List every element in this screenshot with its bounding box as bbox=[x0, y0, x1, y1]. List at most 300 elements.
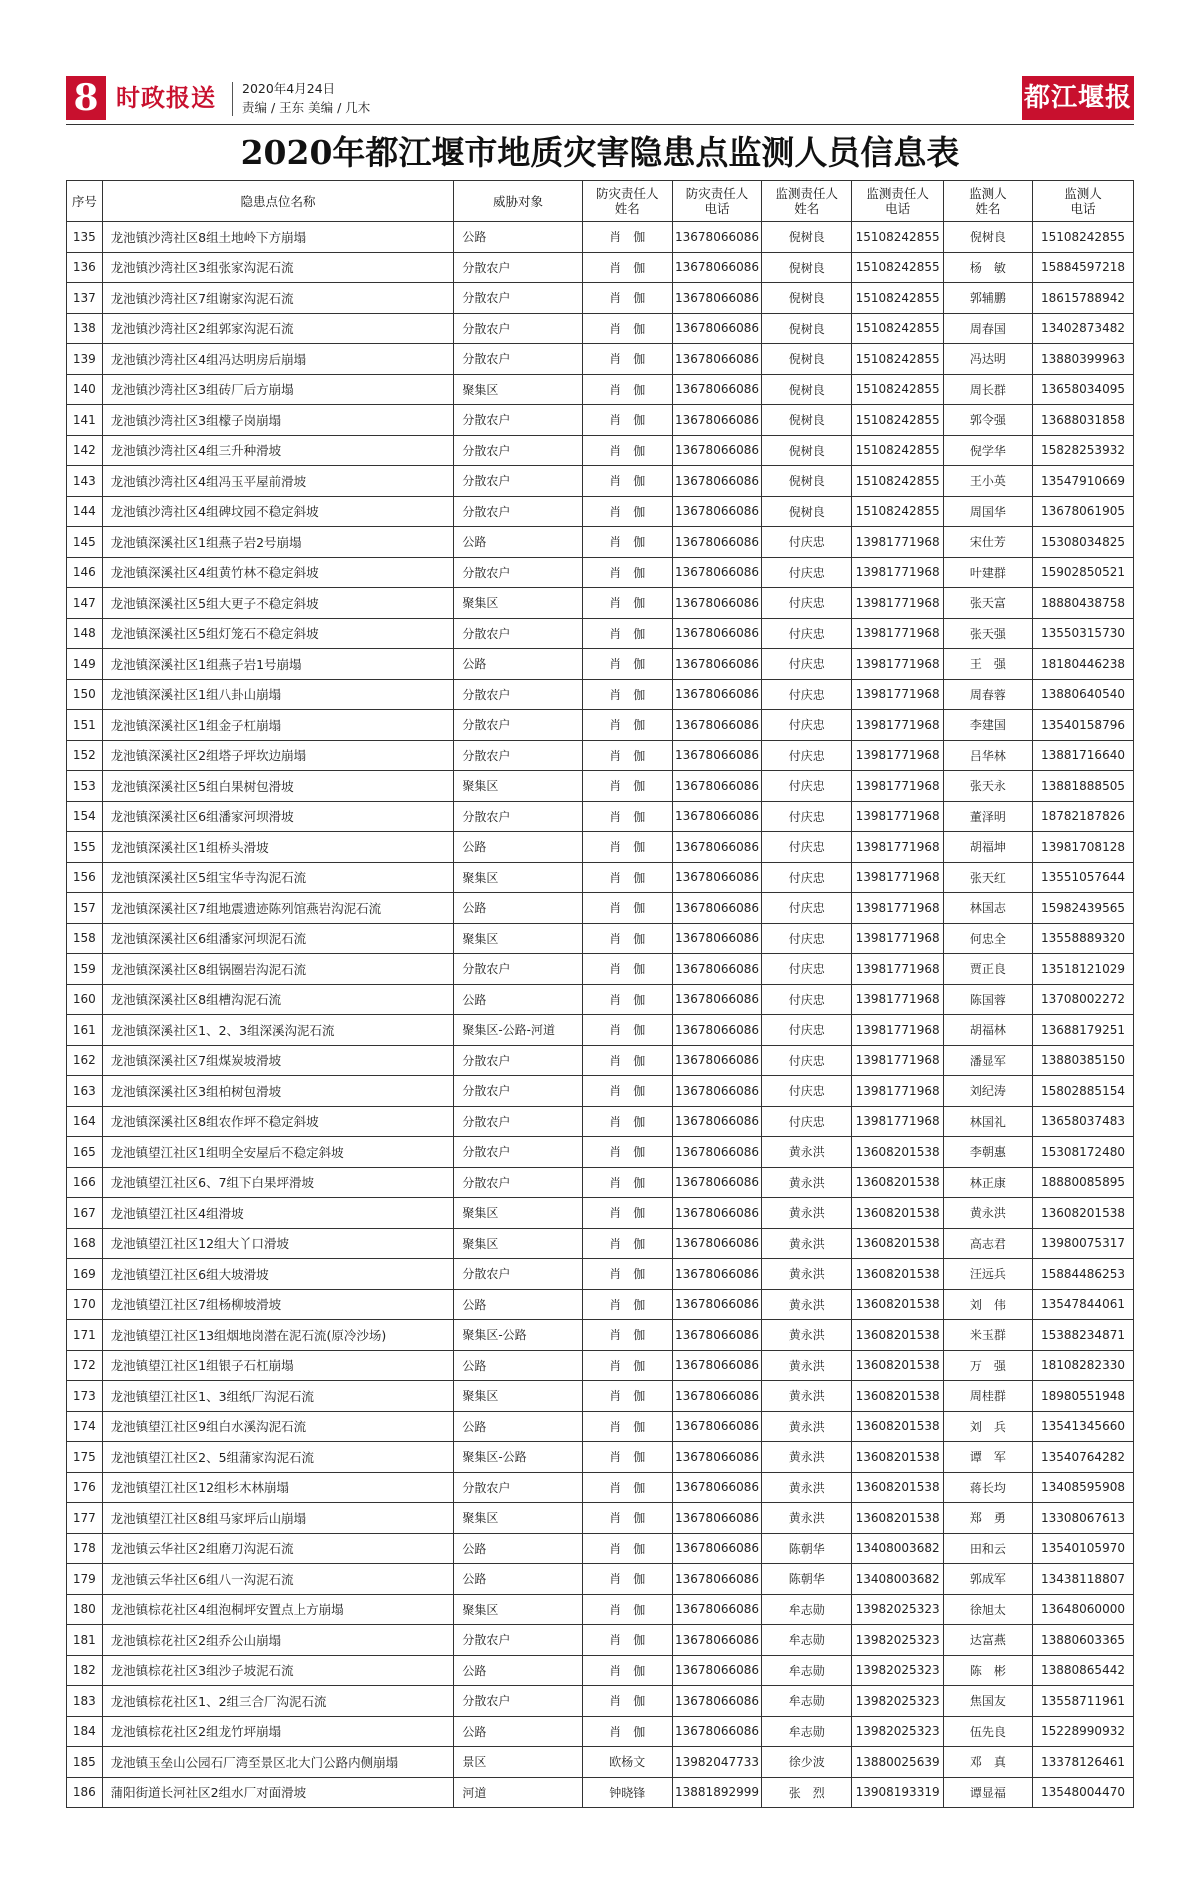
cell-location: 龙池镇望江社区6、7组下白果坪滑坡 bbox=[102, 1167, 454, 1198]
cell-prevention-phone: 13678066086 bbox=[672, 862, 761, 893]
cell-supervisor-phone: 13981771968 bbox=[852, 1015, 943, 1046]
cell-prevention-phone: 13678066086 bbox=[672, 771, 761, 802]
cell-monitor-phone: 13547844061 bbox=[1032, 1289, 1133, 1320]
table-row bbox=[67, 1076, 1134, 1107]
cell-prevention-phone: 13678066086 bbox=[672, 466, 761, 497]
cell-supervisor-name: 倪树良 bbox=[762, 283, 852, 314]
cell-supervisor-name: 付庆忠 bbox=[762, 1106, 852, 1137]
cell-prevention-phone: 13678066086 bbox=[672, 1289, 761, 1320]
cell-prevention-phone: 13678066086 bbox=[672, 1503, 761, 1534]
cell-location: 龙池镇深溪社区8组锅圈岩沟泥石流 bbox=[102, 954, 454, 985]
cell-threat: 分散农户 bbox=[454, 1167, 582, 1198]
cell-prevention-phone: 13678066086 bbox=[672, 374, 761, 405]
cell-supervisor-name: 倪树良 bbox=[762, 374, 852, 405]
cell-monitor-name: 汪远兵 bbox=[943, 1259, 1032, 1290]
table-row bbox=[67, 1564, 1134, 1595]
cell-threat: 公路 bbox=[454, 1533, 582, 1564]
cell-supervisor-name: 黄永洪 bbox=[762, 1350, 852, 1381]
cell-location: 龙池镇望江社区1、3组纸厂沟泥石流 bbox=[102, 1381, 454, 1412]
cell-prevention-name: 肖 伽 bbox=[582, 435, 672, 466]
cell-location: 龙池镇沙湾社区3组檬子岗崩塌 bbox=[102, 405, 454, 436]
cell-supervisor-name: 黄永洪 bbox=[762, 1137, 852, 1168]
cell-index: 161 bbox=[67, 1015, 103, 1046]
cell-threat: 分散农户 bbox=[454, 740, 582, 771]
cell-supervisor-name: 付庆忠 bbox=[762, 740, 852, 771]
cell-supervisor-phone: 13982025323 bbox=[852, 1655, 943, 1686]
table-row bbox=[67, 588, 1134, 619]
cell-threat: 公路 bbox=[454, 893, 582, 924]
cell-index: 147 bbox=[67, 588, 103, 619]
cell-prevention-phone: 13678066086 bbox=[672, 1259, 761, 1290]
cell-monitor-phone: 13540764282 bbox=[1032, 1442, 1133, 1473]
cell-threat: 分散农户 bbox=[454, 618, 582, 649]
cell-location: 龙池镇望江社区4组滑坡 bbox=[102, 1198, 454, 1229]
table-row bbox=[67, 801, 1134, 832]
table-row bbox=[67, 618, 1134, 649]
table-row bbox=[67, 1655, 1134, 1686]
cell-prevention-phone: 13678066086 bbox=[672, 1350, 761, 1381]
table-row bbox=[67, 1045, 1134, 1076]
cell-supervisor-phone: 13981771968 bbox=[852, 588, 943, 619]
cell-index: 148 bbox=[67, 618, 103, 649]
table-row bbox=[67, 1198, 1134, 1229]
cell-monitor-phone: 15982439565 bbox=[1032, 893, 1133, 924]
cell-supervisor-name: 付庆忠 bbox=[762, 771, 852, 802]
cell-supervisor-name: 付庆忠 bbox=[762, 832, 852, 863]
cell-monitor-name: 周长群 bbox=[943, 374, 1032, 405]
cell-supervisor-name: 黄永洪 bbox=[762, 1228, 852, 1259]
cell-supervisor-phone: 13981771968 bbox=[852, 1045, 943, 1076]
cell-index: 158 bbox=[67, 923, 103, 954]
cell-location: 龙池镇深溪社区5组宝华寺沟泥石流 bbox=[102, 862, 454, 893]
cell-monitor-phone: 13548004470 bbox=[1032, 1777, 1133, 1808]
cell-index: 137 bbox=[67, 283, 103, 314]
cell-monitor-name: 黄永洪 bbox=[943, 1198, 1032, 1229]
cell-monitor-name: 贾正良 bbox=[943, 954, 1032, 985]
cell-supervisor-name: 付庆忠 bbox=[762, 557, 852, 588]
cell-monitor-name: 邓 真 bbox=[943, 1747, 1032, 1778]
cell-monitor-phone: 15228990932 bbox=[1032, 1716, 1133, 1747]
cell-index: 171 bbox=[67, 1320, 103, 1351]
cell-location: 龙池镇深溪社区2组塔子坪坎边崩塌 bbox=[102, 740, 454, 771]
table-row bbox=[67, 1411, 1134, 1442]
cell-threat: 景区 bbox=[454, 1747, 582, 1778]
cell-threat: 聚集区 bbox=[454, 923, 582, 954]
cell-monitor-phone: 13408595908 bbox=[1032, 1472, 1133, 1503]
cell-prevention-name: 肖 伽 bbox=[582, 1411, 672, 1442]
cell-monitor-name: 周桂群 bbox=[943, 1381, 1032, 1412]
table-row bbox=[67, 466, 1134, 497]
cell-monitor-name: 王小英 bbox=[943, 466, 1032, 497]
cell-location: 龙池镇深溪社区3组柏树包滑坡 bbox=[102, 1076, 454, 1107]
cell-supervisor-phone: 13981771968 bbox=[852, 1106, 943, 1137]
cell-monitor-name: 张天富 bbox=[943, 588, 1032, 619]
cell-monitor-name: 王 强 bbox=[943, 649, 1032, 680]
cell-prevention-phone: 13678066086 bbox=[672, 252, 761, 283]
cell-supervisor-phone: 15108242855 bbox=[852, 252, 943, 283]
cell-monitor-name: 胡福林 bbox=[943, 1015, 1032, 1046]
cell-prevention-phone: 13678066086 bbox=[672, 527, 761, 558]
cell-monitor-name: 谭显福 bbox=[943, 1777, 1032, 1808]
cell-monitor-name: 郑 勇 bbox=[943, 1503, 1032, 1534]
table-row bbox=[67, 1533, 1134, 1564]
header-rule bbox=[66, 124, 1134, 125]
cell-monitor-name: 张天红 bbox=[943, 862, 1032, 893]
table-row bbox=[67, 252, 1134, 283]
column-header: 序号 bbox=[67, 181, 103, 222]
cell-monitor-name: 张天强 bbox=[943, 618, 1032, 649]
cell-location: 龙池镇深溪社区6组潘家河坝泥石流 bbox=[102, 923, 454, 954]
cell-location: 龙池镇深溪社区8组农作坪不稳定斜坡 bbox=[102, 1106, 454, 1137]
cell-threat: 分散农户 bbox=[454, 1106, 582, 1137]
cell-prevention-name: 肖 伽 bbox=[582, 313, 672, 344]
cell-prevention-phone: 13982047733 bbox=[672, 1747, 761, 1778]
cell-threat: 聚集区 bbox=[454, 862, 582, 893]
cell-supervisor-name: 付庆忠 bbox=[762, 1015, 852, 1046]
cell-monitor-name: 宋仕芳 bbox=[943, 527, 1032, 558]
cell-monitor-name: 刘纪涛 bbox=[943, 1076, 1032, 1107]
cell-monitor-phone: 18108282330 bbox=[1032, 1350, 1133, 1381]
cell-monitor-phone: 18782187826 bbox=[1032, 801, 1133, 832]
cell-supervisor-name: 黄永洪 bbox=[762, 1411, 852, 1442]
table-row bbox=[67, 893, 1134, 924]
cell-supervisor-name: 付庆忠 bbox=[762, 527, 852, 558]
editors: 责编 / 王东 美编 / 几木 bbox=[242, 100, 371, 115]
cell-supervisor-name: 牟志勋 bbox=[762, 1716, 852, 1747]
cell-prevention-name: 肖 伽 bbox=[582, 1106, 672, 1137]
cell-location: 龙池镇深溪社区7组煤炭坡滑坡 bbox=[102, 1045, 454, 1076]
cell-monitor-name: 潘显军 bbox=[943, 1045, 1032, 1076]
page-header bbox=[66, 76, 1134, 120]
cell-monitor-phone: 18180446238 bbox=[1032, 649, 1133, 680]
cell-prevention-name: 肖 伽 bbox=[582, 1076, 672, 1107]
cell-prevention-phone: 13678066086 bbox=[672, 283, 761, 314]
cell-monitor-phone: 15108242855 bbox=[1032, 222, 1133, 253]
cell-monitor-phone: 18880438758 bbox=[1032, 588, 1133, 619]
table-row bbox=[67, 984, 1134, 1015]
cell-prevention-phone: 13678066086 bbox=[672, 313, 761, 344]
cell-location: 龙池镇深溪社区7组地震遗迹陈列馆燕岩沟泥石流 bbox=[102, 893, 454, 924]
cell-supervisor-name: 黄永洪 bbox=[762, 1167, 852, 1198]
cell-monitor-phone: 13880603365 bbox=[1032, 1625, 1133, 1656]
table-row bbox=[67, 771, 1134, 802]
cell-prevention-phone: 13678066086 bbox=[672, 1411, 761, 1442]
cell-monitor-phone: 13708002272 bbox=[1032, 984, 1133, 1015]
cell-monitor-name: 林正康 bbox=[943, 1167, 1032, 1198]
cell-prevention-phone: 13678066086 bbox=[672, 984, 761, 1015]
cell-index: 177 bbox=[67, 1503, 103, 1534]
cell-prevention-name: 肖 伽 bbox=[582, 1015, 672, 1046]
column-header: 防灾责任人 姓名 bbox=[582, 181, 672, 222]
issue-meta bbox=[242, 79, 370, 117]
cell-prevention-name: 肖 伽 bbox=[582, 862, 672, 893]
cell-location: 龙池镇沙湾社区3组张家沟泥石流 bbox=[102, 252, 454, 283]
table-row bbox=[67, 740, 1134, 771]
cell-prevention-phone: 13678066086 bbox=[672, 435, 761, 466]
cell-prevention-name: 肖 伽 bbox=[582, 1350, 672, 1381]
cell-index: 160 bbox=[67, 984, 103, 1015]
cell-location: 龙池镇沙湾社区4组三升种滑坡 bbox=[102, 435, 454, 466]
cell-supervisor-phone: 13608201538 bbox=[852, 1411, 943, 1442]
cell-supervisor-phone: 13608201538 bbox=[852, 1381, 943, 1412]
cell-monitor-phone: 13880385150 bbox=[1032, 1045, 1133, 1076]
cell-prevention-name: 肖 伽 bbox=[582, 588, 672, 619]
page-number: 8 bbox=[66, 76, 106, 120]
cell-monitor-name: 田和云 bbox=[943, 1533, 1032, 1564]
cell-supervisor-name: 黄永洪 bbox=[762, 1259, 852, 1290]
cell-monitor-phone: 13658034095 bbox=[1032, 374, 1133, 405]
cell-threat: 公路 bbox=[454, 984, 582, 1015]
cell-supervisor-phone: 13608201538 bbox=[852, 1289, 943, 1320]
cell-location: 龙池镇云华社区6组八一沟泥石流 bbox=[102, 1564, 454, 1595]
cell-supervisor-name: 付庆忠 bbox=[762, 954, 852, 985]
cell-index: 169 bbox=[67, 1259, 103, 1290]
cell-prevention-phone: 13678066086 bbox=[672, 954, 761, 985]
table-row bbox=[67, 344, 1134, 375]
table-row bbox=[67, 405, 1134, 436]
cell-prevention-phone: 13678066086 bbox=[672, 1198, 761, 1229]
cell-monitor-name: 周春国 bbox=[943, 313, 1032, 344]
cell-supervisor-phone: 15108242855 bbox=[852, 344, 943, 375]
table-row bbox=[67, 557, 1134, 588]
cell-prevention-phone: 13678066086 bbox=[672, 649, 761, 680]
cell-prevention-name: 肖 伽 bbox=[582, 1259, 672, 1290]
table-header-row bbox=[67, 181, 1134, 222]
cell-monitor-phone: 15308034825 bbox=[1032, 527, 1133, 558]
cell-monitor-name: 米玉群 bbox=[943, 1320, 1032, 1351]
cell-monitor-phone: 13550315730 bbox=[1032, 618, 1133, 649]
cell-monitor-name: 郭辅鹏 bbox=[943, 283, 1032, 314]
cell-monitor-name: 叶建群 bbox=[943, 557, 1032, 588]
cell-threat: 分散农户 bbox=[454, 557, 582, 588]
cell-prevention-phone: 13678066086 bbox=[672, 1472, 761, 1503]
cell-threat: 分散农户 bbox=[454, 405, 582, 436]
cell-prevention-name: 肖 伽 bbox=[582, 496, 672, 527]
monitoring-table bbox=[66, 180, 1134, 1808]
table-row bbox=[67, 496, 1134, 527]
cell-prevention-name: 肖 伽 bbox=[582, 954, 672, 985]
cell-supervisor-name: 倪树良 bbox=[762, 222, 852, 253]
cell-prevention-phone: 13678066086 bbox=[672, 1594, 761, 1625]
cell-threat: 河道 bbox=[454, 1777, 582, 1808]
cell-supervisor-phone: 15108242855 bbox=[852, 313, 943, 344]
cell-prevention-name: 肖 伽 bbox=[582, 1198, 672, 1229]
cell-threat: 分散农户 bbox=[454, 283, 582, 314]
table-row bbox=[67, 649, 1134, 680]
cell-location: 龙池镇沙湾社区4组冯达明房后崩塌 bbox=[102, 344, 454, 375]
cell-location: 龙池镇棕花社区2组龙竹坪崩塌 bbox=[102, 1716, 454, 1747]
cell-threat: 公路 bbox=[454, 1411, 582, 1442]
cell-supervisor-phone: 13981771968 bbox=[852, 679, 943, 710]
cell-monitor-name: 周春蓉 bbox=[943, 679, 1032, 710]
table-row bbox=[67, 710, 1134, 741]
cell-index: 157 bbox=[67, 893, 103, 924]
cell-index: 181 bbox=[67, 1625, 103, 1656]
cell-prevention-phone: 13678066086 bbox=[672, 1137, 761, 1168]
cell-monitor-phone: 13438118807 bbox=[1032, 1564, 1133, 1595]
cell-index: 136 bbox=[67, 252, 103, 283]
cell-prevention-name: 肖 伽 bbox=[582, 1594, 672, 1625]
cell-monitor-name: 张天永 bbox=[943, 771, 1032, 802]
cell-prevention-name: 肖 伽 bbox=[582, 1137, 672, 1168]
cell-prevention-phone: 13678066086 bbox=[672, 679, 761, 710]
cell-monitor-name: 李建国 bbox=[943, 710, 1032, 741]
cell-monitor-phone: 15884597218 bbox=[1032, 252, 1133, 283]
cell-prevention-name: 钟晓锋 bbox=[582, 1777, 672, 1808]
cell-monitor-name: 焦国友 bbox=[943, 1686, 1032, 1717]
cell-supervisor-name: 付庆忠 bbox=[762, 588, 852, 619]
cell-threat: 分散农户 bbox=[454, 679, 582, 710]
cell-threat: 分散农户 bbox=[454, 710, 582, 741]
cell-monitor-phone: 13688179251 bbox=[1032, 1015, 1133, 1046]
cell-supervisor-phone: 15108242855 bbox=[852, 374, 943, 405]
cell-prevention-phone: 13678066086 bbox=[672, 1320, 761, 1351]
table-row bbox=[67, 1442, 1134, 1473]
cell-location: 龙池镇望江社区9组白水溪沟泥石流 bbox=[102, 1411, 454, 1442]
table-row bbox=[67, 954, 1134, 985]
cell-supervisor-name: 倪树良 bbox=[762, 252, 852, 283]
cell-supervisor-phone: 13982025323 bbox=[852, 1625, 943, 1656]
cell-supervisor-phone: 13981771968 bbox=[852, 649, 943, 680]
cell-supervisor-phone: 13981771968 bbox=[852, 832, 943, 863]
cell-monitor-phone: 13880399963 bbox=[1032, 344, 1133, 375]
cell-index: 185 bbox=[67, 1747, 103, 1778]
cell-threat: 公路 bbox=[454, 1564, 582, 1595]
cell-supervisor-name: 付庆忠 bbox=[762, 801, 852, 832]
cell-monitor-phone: 13518121029 bbox=[1032, 954, 1133, 985]
cell-location: 龙池镇深溪社区1组八卦山崩塌 bbox=[102, 679, 454, 710]
cell-monitor-phone: 13648060000 bbox=[1032, 1594, 1133, 1625]
cell-prevention-name: 肖 伽 bbox=[582, 466, 672, 497]
cell-threat: 分散农户 bbox=[454, 1137, 582, 1168]
cell-threat: 聚集区 bbox=[454, 1228, 582, 1259]
cell-prevention-name: 欧杨文 bbox=[582, 1747, 672, 1778]
cell-index: 167 bbox=[67, 1198, 103, 1229]
cell-supervisor-name: 黄永洪 bbox=[762, 1381, 852, 1412]
table-row bbox=[67, 832, 1134, 863]
cell-index: 154 bbox=[67, 801, 103, 832]
table-row bbox=[67, 1503, 1134, 1534]
cell-prevention-name: 肖 伽 bbox=[582, 344, 672, 375]
cell-prevention-phone: 13678066086 bbox=[672, 1564, 761, 1595]
table-row bbox=[67, 1106, 1134, 1137]
cell-location: 龙池镇深溪社区6组潘家河坝滑坡 bbox=[102, 801, 454, 832]
cell-prevention-phone: 13678066086 bbox=[672, 1167, 761, 1198]
cell-threat: 聚集区-公路 bbox=[454, 1442, 582, 1473]
cell-monitor-name: 倪树良 bbox=[943, 222, 1032, 253]
cell-supervisor-phone: 13608201538 bbox=[852, 1137, 943, 1168]
table-row bbox=[67, 1228, 1134, 1259]
cell-index: 182 bbox=[67, 1655, 103, 1686]
column-header: 威胁对象 bbox=[454, 181, 582, 222]
cell-prevention-name: 肖 伽 bbox=[582, 893, 672, 924]
column-header: 监测人 电话 bbox=[1032, 181, 1133, 222]
cell-monitor-phone: 13608201538 bbox=[1032, 1198, 1133, 1229]
cell-location: 龙池镇望江社区1组银子石杠崩塌 bbox=[102, 1350, 454, 1381]
cell-monitor-phone: 15388234871 bbox=[1032, 1320, 1133, 1351]
cell-supervisor-name: 倪树良 bbox=[762, 313, 852, 344]
cell-location: 龙池镇棕花社区2组乔公山崩塌 bbox=[102, 1625, 454, 1656]
cell-prevention-name: 肖 伽 bbox=[582, 557, 672, 588]
cell-location: 龙池镇望江社区2、5组蒲家沟泥石流 bbox=[102, 1442, 454, 1473]
cell-index: 173 bbox=[67, 1381, 103, 1412]
column-header: 防灾责任人 电话 bbox=[672, 181, 761, 222]
cell-monitor-phone: 13540105970 bbox=[1032, 1533, 1133, 1564]
cell-threat: 分散农户 bbox=[454, 496, 582, 527]
cell-threat: 公路 bbox=[454, 1289, 582, 1320]
cell-prevention-phone: 13678066086 bbox=[672, 1442, 761, 1473]
cell-supervisor-phone: 13608201538 bbox=[852, 1228, 943, 1259]
cell-prevention-phone: 13678066086 bbox=[672, 496, 761, 527]
cell-location: 龙池镇深溪社区5组大更子不稳定斜坡 bbox=[102, 588, 454, 619]
cell-prevention-name: 肖 伽 bbox=[582, 1289, 672, 1320]
cell-monitor-phone: 13981708128 bbox=[1032, 832, 1133, 863]
cell-prevention-phone: 13678066086 bbox=[672, 588, 761, 619]
cell-threat: 聚集区-公路-河道 bbox=[454, 1015, 582, 1046]
cell-threat: 公路 bbox=[454, 1655, 582, 1686]
cell-supervisor-name: 黄永洪 bbox=[762, 1472, 852, 1503]
cell-prevention-name: 肖 伽 bbox=[582, 222, 672, 253]
cell-threat: 分散农户 bbox=[454, 466, 582, 497]
table-body bbox=[67, 222, 1134, 1808]
cell-monitor-phone: 13881716640 bbox=[1032, 740, 1133, 771]
cell-prevention-name: 肖 伽 bbox=[582, 1533, 672, 1564]
cell-supervisor-name: 牟志勋 bbox=[762, 1686, 852, 1717]
cell-prevention-phone: 13678066086 bbox=[672, 1045, 761, 1076]
cell-supervisor-phone: 13608201538 bbox=[852, 1503, 943, 1534]
cell-monitor-name: 蒋长均 bbox=[943, 1472, 1032, 1503]
cell-monitor-phone: 13378126461 bbox=[1032, 1747, 1133, 1778]
table-row bbox=[67, 1777, 1134, 1808]
cell-monitor-name: 高志君 bbox=[943, 1228, 1032, 1259]
cell-prevention-phone: 13678066086 bbox=[672, 1228, 761, 1259]
cell-prevention-phone: 13678066086 bbox=[672, 618, 761, 649]
cell-index: 166 bbox=[67, 1167, 103, 1198]
cell-monitor-name: 万 强 bbox=[943, 1350, 1032, 1381]
table-row bbox=[67, 313, 1134, 344]
cell-index: 150 bbox=[67, 679, 103, 710]
cell-prevention-phone: 13678066086 bbox=[672, 222, 761, 253]
cell-prevention-phone: 13678066086 bbox=[672, 1716, 761, 1747]
cell-prevention-phone: 13678066086 bbox=[672, 344, 761, 375]
cell-supervisor-phone: 13981771968 bbox=[852, 801, 943, 832]
cell-location: 龙池镇深溪社区1组金子杠崩塌 bbox=[102, 710, 454, 741]
cell-prevention-phone: 13678066086 bbox=[672, 1106, 761, 1137]
cell-prevention-name: 肖 伽 bbox=[582, 1716, 672, 1747]
cell-supervisor-phone: 13608201538 bbox=[852, 1442, 943, 1473]
cell-supervisor-phone: 13608201538 bbox=[852, 1472, 943, 1503]
cell-location: 龙池镇沙湾社区3组砖厂后方崩塌 bbox=[102, 374, 454, 405]
cell-index: 138 bbox=[67, 313, 103, 344]
cell-supervisor-name: 黄永洪 bbox=[762, 1503, 852, 1534]
section-name: 时政报送 bbox=[116, 84, 216, 112]
cell-supervisor-phone: 15108242855 bbox=[852, 466, 943, 497]
cell-monitor-name: 郭成军 bbox=[943, 1564, 1032, 1595]
cell-index: 165 bbox=[67, 1137, 103, 1168]
table-row bbox=[67, 374, 1134, 405]
cell-location: 龙池镇深溪社区1组桥头滑坡 bbox=[102, 832, 454, 863]
cell-location: 龙池镇沙湾社区8组土地岭下方崩塌 bbox=[102, 222, 454, 253]
cell-supervisor-phone: 13608201538 bbox=[852, 1350, 943, 1381]
cell-index: 172 bbox=[67, 1350, 103, 1381]
cell-monitor-phone: 13688031858 bbox=[1032, 405, 1133, 436]
cell-prevention-name: 肖 伽 bbox=[582, 1442, 672, 1473]
cell-supervisor-phone: 13981771968 bbox=[852, 740, 943, 771]
cell-supervisor-phone: 13880025639 bbox=[852, 1747, 943, 1778]
cell-supervisor-phone: 13982025323 bbox=[852, 1686, 943, 1717]
cell-supervisor-name: 倪树良 bbox=[762, 344, 852, 375]
cell-supervisor-name: 倪树良 bbox=[762, 496, 852, 527]
